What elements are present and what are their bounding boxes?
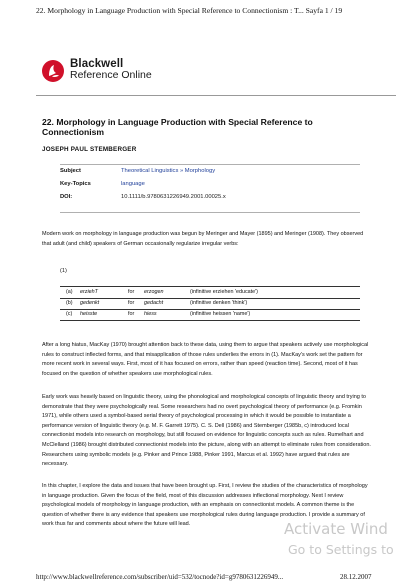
example-row-rule [60,309,360,310]
paragraph-3: Early work was heavily based on linguistic theory, using the phonological and morphological concepts of linguistic theory and trying to demonstrate that they were psychologically real. Some researchers had no overt psychological theory of performance (e.g. Fromkin 1971), while others used a symbol-based serial theory of psychological processing in which it would be possible to instantiate a performance version of linguistic theory (e.g. M. F. Garrett 1975). C. S. Dell (1986) and Stemberger (1985b, c) introduced local connectionist models into research on morphology, but still focused on evidence for linguistic concepts such as rules. Rumelhart and McClelland (1986) brought distributed connectionist models into the picture, along with an attempt to eliminate rules from consideration. Researchers using symbolic models (e.g. Pinker and Prince 1988, Pinker 1991, Marcus et al. 1992) have argued that rules are necessary. [42,394,371,468]
meta-doi-value: 10.1111/b.9780631226949.2001.00025.x [121,194,226,200]
print-header: 22. Morphology in Language Production with Special Reference to Connectionism : T... Sayfa 1 / 19 [36,6,343,15]
example-top-rule [60,286,360,287]
example-row [60,311,360,320]
activation-watermark: Activate Wind [284,520,388,538]
example-label: (c) [66,311,73,317]
activation-watermark-hint: Go to Settings to [288,542,394,557]
meta-row-subject [60,168,360,181]
meta-top-rule [60,164,360,165]
example-gloss: (infinitive denken 'think') [190,300,248,306]
example-bottom-rule [60,320,360,321]
chapter-title: 22. Morphology in Language Production with Special Reference to Connectionism [42,117,313,137]
meta-doi-label: DOI: [60,194,73,200]
brand-name: Blackwell [70,58,124,70]
brand-subtitle: Reference Online [70,69,152,82]
meta-keytopics-label: Key-Topics [60,181,91,187]
meta-keytopics-link[interactable]: language [121,181,145,187]
example-error-form: erziehT [80,289,98,295]
header-divider [36,95,396,96]
blackwell-logo-icon [42,60,64,82]
brand [70,58,152,81]
example-target-form: erzogen [144,289,164,295]
example-label: (a) [66,289,73,295]
meta-bottom-rule [60,212,360,213]
example-row [60,300,360,309]
example-for: for [128,300,135,306]
metadata-table [60,168,360,207]
example-for: for [128,289,135,295]
paragraph-2: After a long hiatus, MacKay (1970) brought attention back to these data, using them to argue that speakers actively use morphological rules to construct inflected forms, and that misapplication of those rules underlies the errors in (1). MacKay's work set the pattern for more recent work in several ways. First, most of it has focused on errors, rather than speed (reaction time). Second, most of it has focused on the question of whether speakers use morphological rules. [42,342,369,377]
meta-subject-link[interactable]: Theoretical Linguistics » Morphology [121,168,216,174]
example-gloss: (infinitive erziehen 'educate') [190,289,258,295]
example-row-rule [60,298,360,299]
meta-row-keytopics [60,181,360,194]
print-footer [36,573,401,581]
footer-date: 28.12.2007 [340,573,372,581]
example-row [60,289,360,298]
footer-url[interactable]: http://www.blackwellreference.com/subscriber/uid=532/tocnode?id=g9780631226949... [36,573,284,581]
chapter-author: JOSEPH PAUL STEMBERGER [42,146,137,153]
example-number: (1) [60,268,67,274]
paragraph-1: Modern work on morphology in language production was begun by Meringer and Mayer (1895) and Meringer (1908). They observed that adult (and child) speakers of German occasionally regularize irregular verbs: [42,231,364,247]
example-label: (b) [66,300,73,306]
example-target-form: gedacht [144,300,164,306]
example-target-form: hiess [144,311,157,317]
example-for: for [128,311,135,317]
example-error-form: gedenkt [80,300,100,306]
example-gloss: (infinitive heissen 'name') [190,311,251,317]
meta-subject-label: Subject [60,168,81,174]
example-error-form: heisste [80,311,98,317]
meta-row-doi [60,194,360,207]
paragraph-4: In this chapter, I explore the data and issues that have been brought up. First, I review the studies of the characteristics of morphology in language production. Given the focus of the field, most of this discussion addresses inflectional morphology. Next I review psychological models of morphology in language production, with an emphasis on connectionist models. A common theme is the question of whether there is any evidence that speakers use morphological rules during language production. I provide a summary of work thus far and comments about where the future will lead. [42,483,368,528]
